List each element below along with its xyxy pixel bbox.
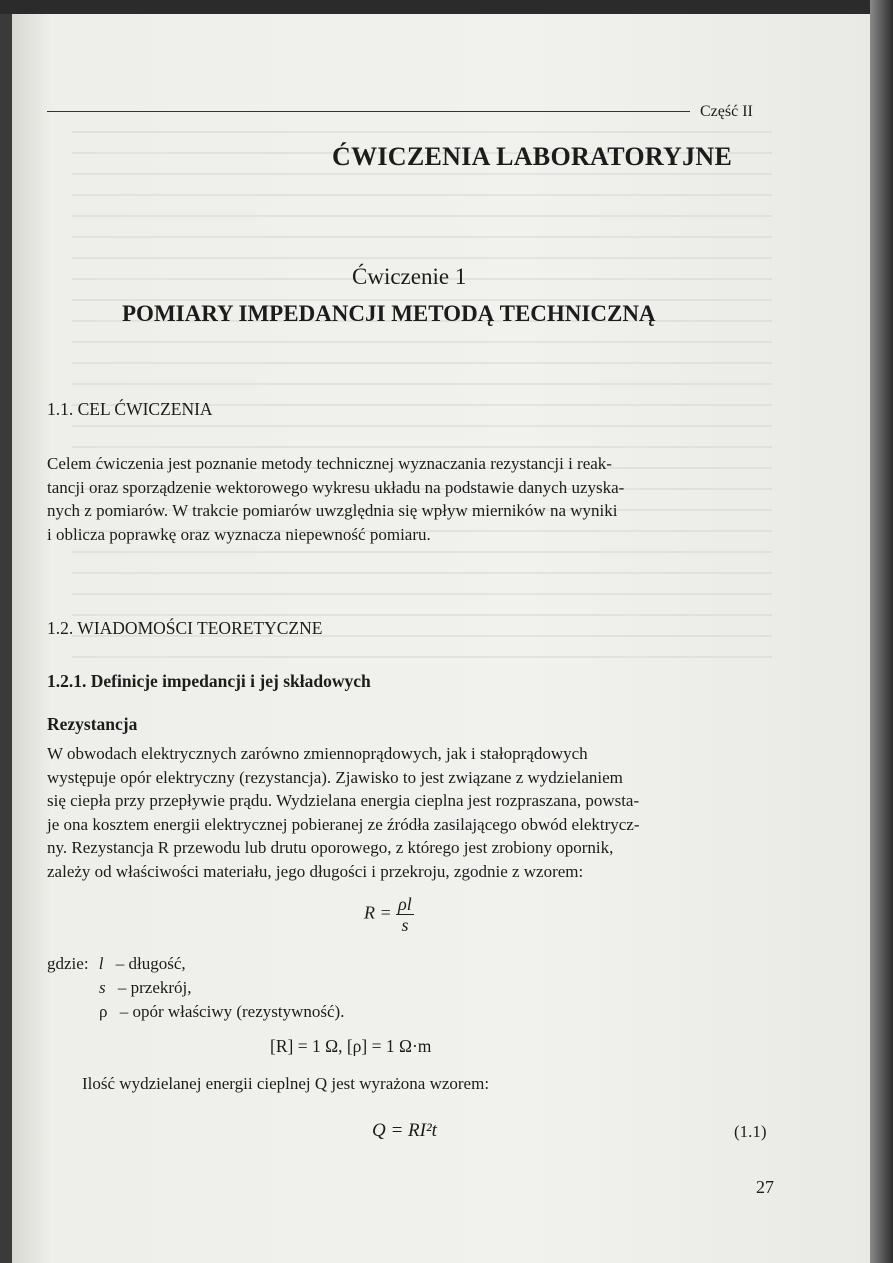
resistance-line: się ciepła przy przepływie prądu. Wydzielana energia cieplna jest rozpraszana, powsta-: [47, 791, 640, 810]
section-heading-theory: 1.2. WIADOMOŚCI TEORETYCZNE: [47, 618, 323, 638]
header-rule: [47, 111, 690, 112]
symbol-legend: [47, 952, 344, 1024]
resistance-line: je ona kosztem energii elektrycznej pobieranej ze źródła zasilającego obwód elektrycz-: [47, 814, 640, 834]
resistance-formula: [364, 894, 414, 935]
goal-line: tancji oraz sporządzenie wektorowego wykresu układu na podstawie danych uzyska-: [47, 477, 625, 497]
resistance-line: występuje opór elektryczny (rezystancja). Zjawisko to jest związane z wydzielaniem: [47, 767, 623, 787]
equation-number: (1.1): [734, 1122, 767, 1141]
legend-lead: gdzie:: [47, 954, 89, 973]
resistance-line: zależy od właściwości materiału, jego długości i przekroju, zgodnie z wzorem:: [47, 861, 584, 881]
legend-description: – opór właściwy (rezystywność).: [119, 1002, 345, 1021]
goal-paragraph: [47, 452, 776, 546]
fraction-denominator: s: [401, 915, 409, 935]
resistance-paragraph: [47, 742, 776, 883]
legend-row: [47, 976, 344, 1000]
goal-line: Celem ćwiczenia jest poznanie metody technicznej wyznaczania rezystancji i reak-: [47, 454, 612, 473]
legend-symbol: l: [98, 954, 104, 973]
resistance-fraction: [396, 894, 414, 935]
legend-row: [47, 952, 344, 976]
legend-description: – przekrój,: [117, 978, 192, 997]
resistance-line: ny. Rezystancja R przewodu lub drutu oporowego, z którego jest zrobiony opornik,: [47, 838, 614, 857]
exercise-title: POMIARY IMPEDANCJI METODĄ TECHNICZNĄ: [122, 301, 656, 326]
subsection-heading: 1.2.1. Definicje impedancji i jej składowych: [47, 671, 371, 691]
scan-right-edge: [870, 0, 893, 1263]
legend-symbol: ρ: [99, 1002, 108, 1021]
section-heading-goal: 1.1. CEL ĆWICZENIA: [47, 399, 213, 419]
book-page: [12, 14, 870, 1263]
scan-top-edge: [0, 0, 893, 14]
bleed-through-shading: [72, 112, 772, 672]
legend-description: – długość,: [115, 954, 186, 973]
goal-line: i oblicza poprawkę oraz wyznacza niepewność pomiaru.: [47, 524, 431, 544]
resistance-line: W obwodach elektrycznych zarówno zmiennoprądowych, jak i stałoprądowych: [47, 744, 588, 763]
energy-formula: Q = RI²t: [372, 1120, 437, 1141]
legend-symbol: s: [99, 978, 106, 997]
goal-line: nych z pomiarów. W trakcie pomiarów uwzględnia się wpływ mierników na wyniki: [47, 501, 618, 520]
units-line: [R] = 1 Ω, [ρ] = 1 Ω·m: [270, 1036, 432, 1056]
resistance-formula-lhs: R =: [364, 902, 392, 923]
page-number: 27: [756, 1177, 774, 1197]
topic-heading: Rezystancja: [47, 714, 138, 734]
chapter-title: ĆWICZENIA LABORATORYJNE: [332, 142, 733, 171]
header-part-label: Część II: [700, 103, 753, 120]
exercise-number: Ćwiczenie 1: [352, 264, 467, 289]
legend-row: [47, 1000, 344, 1024]
fraction-numerator: ρl: [398, 894, 412, 914]
energy-sentence: Ilość wydzielanej energii cieplnej Q jest wyrażona wzorem:: [82, 1074, 490, 1093]
